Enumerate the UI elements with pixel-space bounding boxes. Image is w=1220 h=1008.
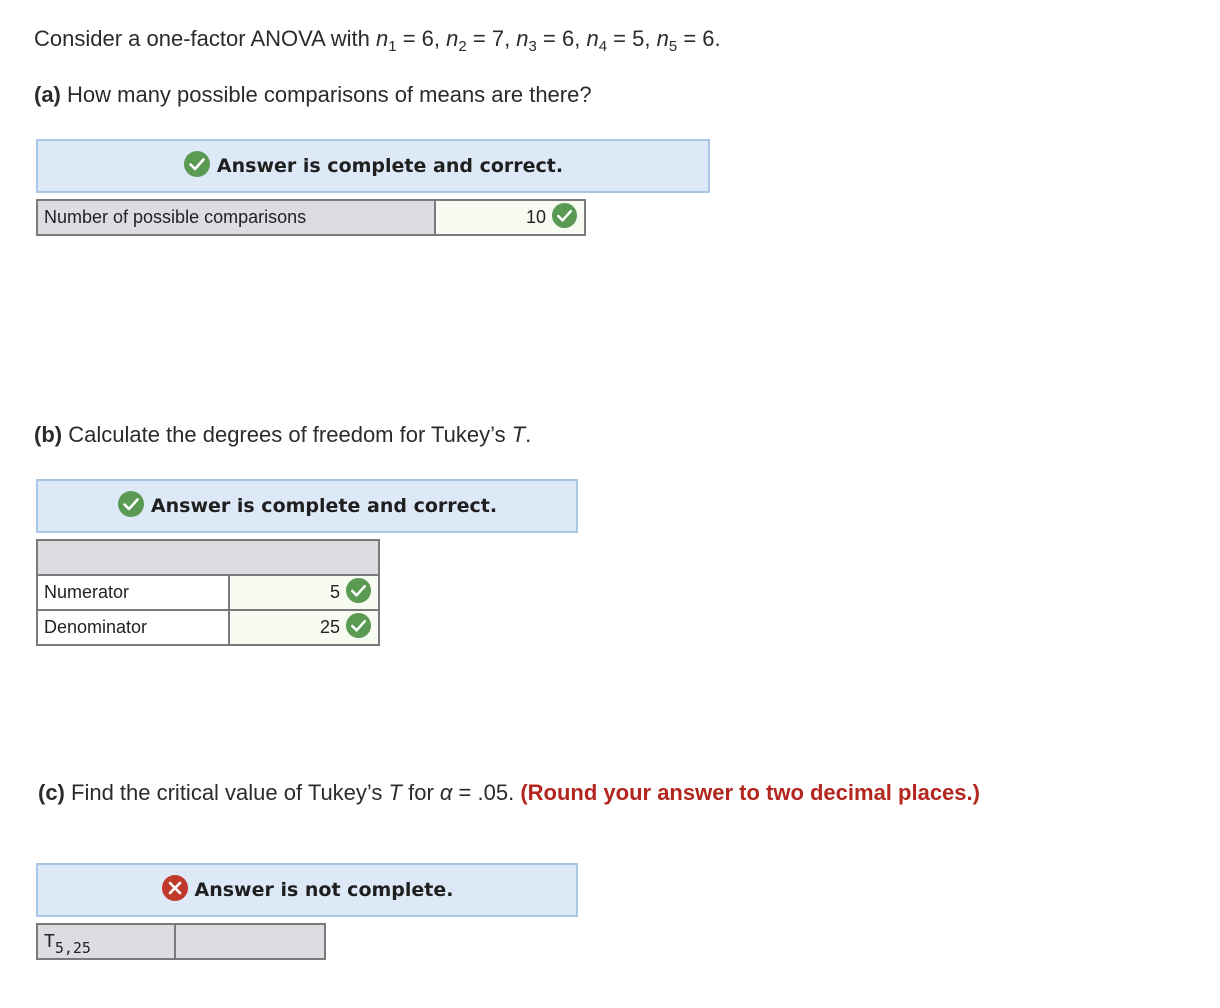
intro-text: Consider a one-factor ANOVA with: [34, 26, 376, 51]
part-a-text: How many possible comparisons of means are there?: [60, 82, 592, 107]
tukey-t-subscript: 5,25: [54, 939, 91, 957]
n4-index: 4: [598, 38, 608, 55]
part-b-label: (b): [34, 422, 63, 447]
alpha-symbol: α: [439, 780, 453, 805]
part-c-feedback-text: Answer is not complete.: [194, 879, 454, 901]
table-row: [37, 610, 379, 645]
part-b-symbol: T: [511, 422, 526, 447]
n2-value: 7: [491, 26, 505, 51]
denominator-label: Denominator: [37, 610, 229, 645]
part-a-question: [34, 81, 592, 109]
table-row: [37, 924, 325, 959]
part-a-feedback-banner: [36, 139, 710, 193]
n5-index: 5: [668, 38, 678, 55]
round-instruction: (Round your answer to two decimal places.): [520, 780, 980, 805]
n1-index: 1: [388, 38, 397, 55]
denominator-value: 25: [319, 617, 340, 637]
part-b-feedback-banner: [36, 479, 578, 533]
numerator-value: 5: [329, 582, 340, 602]
comparisons-answer-cell[interactable]: [435, 200, 585, 235]
table-header-cell: [37, 540, 379, 575]
tukey-t-symbol: T: [44, 931, 55, 952]
part-c-feedback-banner: [36, 863, 578, 917]
table-row: [37, 575, 379, 610]
part-b-feedback-text: Answer is complete and correct.: [150, 495, 498, 517]
n1-value: 6: [421, 26, 434, 51]
part-c-text-start: Find the critical value of Tukey’s: [64, 780, 389, 805]
n3-index: 3: [528, 38, 537, 55]
part-c-question: [38, 779, 980, 807]
table-header-row: [37, 540, 379, 575]
check-circle-icon: [551, 202, 578, 234]
check-circle-icon: [117, 490, 145, 523]
n4-value: 5: [632, 26, 645, 51]
denominator-answer-cell[interactable]: [229, 610, 379, 645]
numerator-label: Numerator: [37, 575, 229, 610]
n2-index: 2: [458, 38, 467, 55]
part-b-end: .: [525, 422, 532, 447]
part-a-answer-table: [36, 199, 586, 236]
check-circle-icon: [345, 612, 372, 644]
part-c-text-mid: for: [401, 780, 440, 805]
table-row: [37, 200, 585, 235]
question-intro: Consider a one-factor ANOVA with $n_1 = 6$, $n_2 = 7$, $n_3 = 6$, $n_4 = 5$, $n_5 = 6$.: [34, 26, 721, 55]
part-a-feedback-text: Answer is complete and correct.: [216, 155, 564, 177]
part-c-alpha-value: = .05.: [452, 780, 521, 805]
n1-symbol: n: [375, 26, 389, 51]
part-c-answer-table: [36, 923, 326, 960]
check-circle-icon: [183, 150, 211, 183]
check-circle-icon: [345, 577, 372, 609]
n3-symbol: n: [516, 26, 529, 51]
numerator-answer-cell[interactable]: [229, 575, 379, 610]
part-a-label: (a): [34, 82, 61, 107]
comparisons-label: Number of possible comparisons: [37, 200, 435, 235]
tukey-t-answer-cell[interactable]: [175, 924, 325, 959]
n5-symbol: n: [656, 26, 669, 51]
part-b-text: Calculate the degrees of freedom for Tukey’s: [62, 422, 512, 447]
n5-value: 6: [702, 26, 715, 51]
tukey-t-label: [37, 924, 175, 959]
part-b-question: [34, 421, 531, 449]
comparisons-value: 10: [525, 207, 546, 227]
n2-symbol: n: [446, 26, 459, 51]
part-b-answer-table: [36, 539, 380, 646]
part-c-symbol: T: [388, 780, 402, 805]
n3-value: 6: [561, 26, 575, 51]
x-circle-icon: [161, 874, 189, 907]
part-c-label: (c): [38, 780, 65, 805]
n4-symbol: n: [586, 26, 599, 51]
